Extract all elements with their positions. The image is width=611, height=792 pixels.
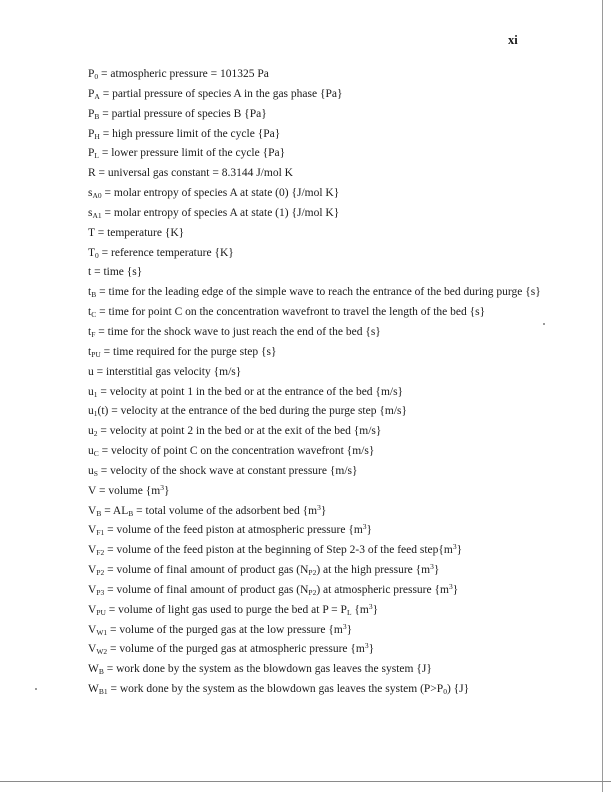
nomenclature-entry bbox=[88, 504, 558, 518]
entry-text: (t) = velocity at the entrance of the bed during the purge step {m/s} bbox=[97, 405, 408, 418]
entry-sym: V bbox=[88, 603, 97, 616]
scan-edge-right bbox=[602, 0, 603, 792]
entry-text: = volume of the purged gas at the low pressure {m bbox=[107, 623, 343, 636]
nomenclature-entry bbox=[88, 226, 558, 240]
entry-text2: = total volume of the adsorbent bed {m bbox=[133, 504, 318, 517]
entry-sym: t bbox=[88, 266, 92, 279]
page-number: xi bbox=[508, 33, 518, 47]
entry-text: = high pressure limit of the cycle {Pa} bbox=[99, 127, 281, 140]
entry-text: = velocity at point 2 in the bed or at the exit of the bed {m/s} bbox=[97, 425, 382, 438]
entry-text2: ) at the high pressure {m bbox=[316, 564, 431, 577]
entry-sym: V bbox=[88, 504, 97, 517]
entry-sym: t bbox=[88, 286, 92, 299]
entry-sub: S bbox=[93, 468, 98, 478]
nomenclature-entry bbox=[88, 623, 558, 637]
entry-text: = volume of light gas used to purge the bed at P = P bbox=[105, 603, 347, 616]
nomenclature-entry bbox=[88, 603, 558, 617]
entry-sym: s bbox=[88, 187, 93, 200]
nomenclature-entry bbox=[88, 642, 558, 656]
entry-text: = volume of the feed piston at the beginning of Step 2-3 of the feed step{m bbox=[104, 544, 453, 557]
entry-text: = atmospheric pressure = 101325 Pa bbox=[98, 68, 269, 80]
entry-text: = volume of final amount of product gas (N bbox=[104, 564, 309, 577]
entry-text: = work done by the system as the blowdown gas leaves the system (P>P bbox=[107, 683, 444, 696]
entry-sub: W2 bbox=[96, 647, 108, 657]
nomenclature-entry bbox=[88, 206, 558, 220]
nomenclature-entry bbox=[88, 464, 558, 478]
nomenclature-entry bbox=[88, 682, 558, 696]
nomenclature-entry bbox=[88, 444, 558, 458]
nomenclature-entry bbox=[88, 246, 558, 260]
entry-sub: C bbox=[91, 310, 97, 320]
entry-text: = partial pressure of species A in the gas phase {Pa} bbox=[99, 87, 343, 100]
entry-text: = universal gas constant = 8.3144 J/mol K bbox=[95, 167, 293, 180]
entry-text: = volume of final amount of product gas (N bbox=[104, 583, 309, 596]
entry-sym: V bbox=[88, 484, 97, 497]
entry-sub: H bbox=[94, 131, 100, 141]
entry-sub: B bbox=[91, 290, 97, 300]
nomenclature-entry bbox=[88, 127, 558, 141]
nomenclature-entry bbox=[88, 146, 558, 160]
entry-sup: 3 bbox=[160, 482, 164, 492]
entry-sup: 3 bbox=[368, 601, 373, 611]
entry-sub: P2 bbox=[96, 568, 105, 578]
nomenclature-entry bbox=[88, 107, 558, 121]
nomenclature-entry bbox=[88, 484, 558, 498]
entry-text: = volume {m bbox=[96, 484, 161, 497]
nomenclature-entry bbox=[88, 305, 558, 319]
entry-sym: u bbox=[88, 425, 94, 438]
entry-tail: } bbox=[433, 564, 440, 577]
entry-sub: A0 bbox=[92, 191, 102, 201]
entry-sym: u bbox=[88, 385, 94, 398]
entry-sub: A1 bbox=[92, 210, 102, 220]
nomenclature-entry bbox=[88, 67, 558, 81]
nomenclature-entry bbox=[88, 385, 558, 399]
entry-tail: } bbox=[456, 544, 463, 557]
entry-text: = time {s} bbox=[91, 266, 143, 279]
entry-sym: V bbox=[88, 583, 97, 596]
entry-text: = volume of the purged gas at atmospheric pressure {m bbox=[107, 643, 365, 656]
entry-sub2: P2 bbox=[308, 587, 317, 597]
entry-tail: } bbox=[163, 484, 170, 497]
entry-text: = velocity of the shock wave at constant pressure {m/s} bbox=[97, 464, 358, 477]
entry-sub: P3 bbox=[96, 587, 105, 597]
nomenclature-entry bbox=[88, 563, 558, 577]
entry-text: = velocity at point 1 in the bed or at the entrance of the bed {m/s} bbox=[97, 385, 404, 398]
entry-sub: B bbox=[96, 508, 102, 518]
entry-tail: } bbox=[346, 623, 353, 636]
entry-sym: P bbox=[88, 127, 95, 140]
entry-text2: ) at atmospheric pressure {m bbox=[316, 583, 449, 596]
entry-sup: 3 bbox=[362, 522, 367, 532]
entry-tail: } bbox=[368, 643, 375, 656]
entry-sub: 1 bbox=[93, 409, 98, 419]
nomenclature-entry bbox=[88, 285, 554, 299]
entry-text2: ) {J} bbox=[446, 683, 470, 696]
entry-text: = velocity of point C on the concentration wavefront {m/s} bbox=[98, 445, 375, 458]
entry-text: = temperature {K} bbox=[94, 226, 185, 239]
entry-text: = AL bbox=[101, 504, 129, 517]
entry-text2: {m bbox=[351, 603, 369, 616]
entry-sym: u bbox=[88, 405, 94, 418]
entry-sub: 0 bbox=[94, 72, 99, 81]
nomenclature-list bbox=[88, 67, 558, 702]
entry-sym: T bbox=[88, 246, 96, 259]
entry-sym: u bbox=[88, 445, 94, 458]
entry-sub: L bbox=[94, 151, 99, 161]
entry-tail: } bbox=[452, 583, 459, 596]
entry-sym: V bbox=[88, 643, 97, 656]
entry-sym: V bbox=[88, 564, 97, 577]
entry-sym: P bbox=[88, 107, 95, 120]
entry-sub: A bbox=[94, 91, 100, 101]
entry-sym: W bbox=[88, 663, 99, 676]
entry-sym: V bbox=[88, 623, 97, 636]
entry-text: = time required for the purge step {s} bbox=[100, 345, 277, 358]
entry-text: = work done by the system as the blowdown gas leaves the system {J} bbox=[103, 663, 432, 676]
nomenclature-entry bbox=[88, 186, 558, 200]
entry-sym: t bbox=[88, 306, 92, 319]
entry-sub: B1 bbox=[98, 687, 108, 697]
entry-sub: PU bbox=[91, 349, 101, 359]
entry-sub: W1 bbox=[96, 627, 108, 637]
nomenclature-entry bbox=[88, 523, 558, 537]
entry-sub: F1 bbox=[96, 528, 105, 538]
entry-tail: } bbox=[366, 524, 373, 537]
nomenclature-entry bbox=[88, 404, 558, 418]
entry-sup: 3 bbox=[448, 581, 453, 591]
scan-speck bbox=[543, 323, 545, 325]
entry-sub: C bbox=[93, 449, 99, 459]
entry-sup: 3 bbox=[452, 542, 457, 552]
entry-text: = time for point C on the concentration wavefront to travel the length of the bed {s} bbox=[96, 306, 486, 319]
entry-sym: s bbox=[88, 206, 93, 219]
scan-speck bbox=[35, 688, 37, 690]
entry-sym: P bbox=[88, 147, 95, 160]
entry-sym: V bbox=[88, 524, 97, 537]
entry-sub2: P2 bbox=[308, 568, 317, 578]
nomenclature-entry bbox=[88, 662, 558, 676]
entry-sym: R bbox=[88, 167, 96, 180]
entry-text: = time for the leading edge of the simple wave to reach the entrance of the bed during purge {s} bbox=[96, 286, 541, 299]
entry-sub: F bbox=[91, 329, 96, 339]
entry-text: = reference temperature {K} bbox=[98, 246, 234, 259]
entry-text: = time for the shock wave to just reach the end of the bed {s} bbox=[95, 325, 381, 338]
entry-sub: 1 bbox=[93, 389, 98, 399]
entry-text: = molar entropy of species A at state (0) {J/mol K} bbox=[101, 187, 340, 200]
entry-sym: P bbox=[88, 87, 95, 100]
entry-sub2: L bbox=[346, 607, 352, 617]
entry-sub: PU bbox=[96, 607, 106, 617]
nomenclature-entry bbox=[88, 365, 558, 379]
entry-tail: } bbox=[372, 603, 379, 616]
nomenclature-entry bbox=[88, 424, 558, 438]
entry-sub: B bbox=[98, 667, 104, 677]
entry-sym: u bbox=[88, 464, 94, 477]
entry-sub2: 0 bbox=[443, 687, 447, 697]
nomenclature-entry bbox=[88, 265, 558, 279]
entry-text: = molar entropy of species A at state (1) {J/mol K} bbox=[101, 206, 340, 219]
entry-sup: 3 bbox=[364, 641, 369, 651]
entry-sym: P bbox=[88, 68, 95, 80]
entry-sub: F2 bbox=[96, 548, 105, 558]
entry-text: = partial pressure of species B {Pa} bbox=[99, 107, 267, 120]
entry-text: = interstitial gas velocity {m/s} bbox=[93, 365, 242, 378]
entry-sup: 3 bbox=[342, 621, 347, 631]
entry-sub: 0 bbox=[95, 250, 99, 260]
entry-sym: t bbox=[88, 325, 92, 338]
entry-sym: T bbox=[88, 226, 95, 239]
entry-sym: V bbox=[88, 544, 97, 557]
entry-sub2: B bbox=[128, 508, 134, 518]
entry-sub: 2 bbox=[93, 429, 98, 439]
entry-sym: u bbox=[88, 365, 94, 378]
nomenclature-entry bbox=[88, 345, 558, 359]
entry-text: = lower pressure limit of the cycle {Pa} bbox=[99, 147, 286, 160]
nomenclature-entry bbox=[88, 87, 558, 101]
entry-sym: t bbox=[88, 345, 92, 358]
entry-sup: 3 bbox=[430, 562, 434, 572]
nomenclature-entry bbox=[88, 325, 558, 339]
nomenclature-entry bbox=[88, 543, 558, 557]
entry-sup: 3 bbox=[317, 502, 321, 512]
entry-text: = volume of the feed piston at atmospheric pressure {m bbox=[104, 524, 363, 537]
entry-sub: B bbox=[94, 111, 100, 121]
nomenclature-entry bbox=[88, 166, 558, 180]
nomenclature-entry bbox=[88, 583, 558, 597]
entry-sym: W bbox=[88, 683, 99, 696]
scan-edge-bottom bbox=[0, 781, 611, 782]
entry-tail: } bbox=[320, 504, 327, 517]
